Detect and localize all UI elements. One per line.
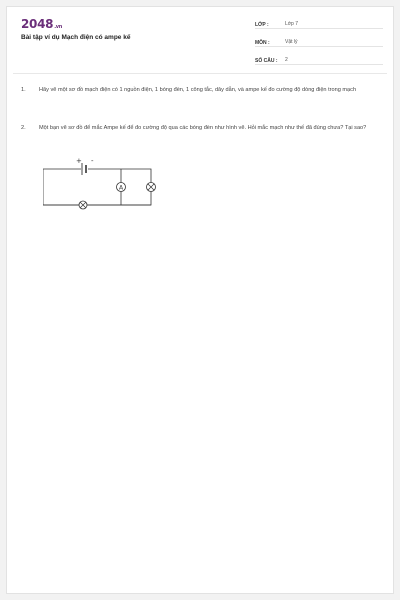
question-number: 2. <box>21 125 26 131</box>
meta-label: SỐ CÂU : <box>255 58 278 64</box>
question-text: Hãy vẽ một sơ đồ mạch điện có 1 nguồn điện, 1 bóng đèn, 1 công tắc, dây dẫn, và ampe kế đo cường độ dòng điện trong mạch <box>39 87 357 93</box>
meta-info <box>255 17 383 71</box>
meta-label: MÔN : <box>255 40 270 46</box>
battery-symbol <box>76 157 94 175</box>
logo-text: 2048 <box>21 17 54 31</box>
meta-row-subject <box>255 35 383 47</box>
question-number: 1. <box>21 87 26 93</box>
meta-row-class <box>255 17 383 29</box>
ammeter-icon <box>117 183 126 192</box>
ammeter-label: A <box>118 184 124 192</box>
question-2 <box>21 125 381 132</box>
question-text: Một bạn vẽ sơ đồ để mắc Ampe kế để đo cường độ qua các bóng đèn như hình vẽ. Hỏi mắc mạch như thế đã đúng chưa? Tại sao? <box>39 125 367 131</box>
meta-value: Lớp 7 <box>285 21 299 27</box>
circuit-diagram <box>43 152 163 214</box>
meta-value: Vật lý <box>285 39 298 45</box>
site-logo[interactable] <box>21 17 62 31</box>
wire-loop <box>43 169 151 205</box>
meta-row-count <box>255 53 383 65</box>
circuit-wires <box>43 169 151 205</box>
lamp-right-icon <box>147 183 156 192</box>
header-divider <box>13 73 387 74</box>
worksheet-page <box>6 6 394 594</box>
document-title: Bài tập ví dụ Mạch điện có ampe kế <box>21 34 131 41</box>
lamp-bottom-icon <box>79 201 87 209</box>
logo-suffix: .vn <box>54 24 63 30</box>
meta-value: 2 <box>285 57 288 63</box>
question-1 <box>21 87 381 94</box>
battery-plus-label: + <box>76 157 82 165</box>
battery-minus-label: - <box>91 157 94 165</box>
meta-label: LỚP : <box>255 22 269 28</box>
